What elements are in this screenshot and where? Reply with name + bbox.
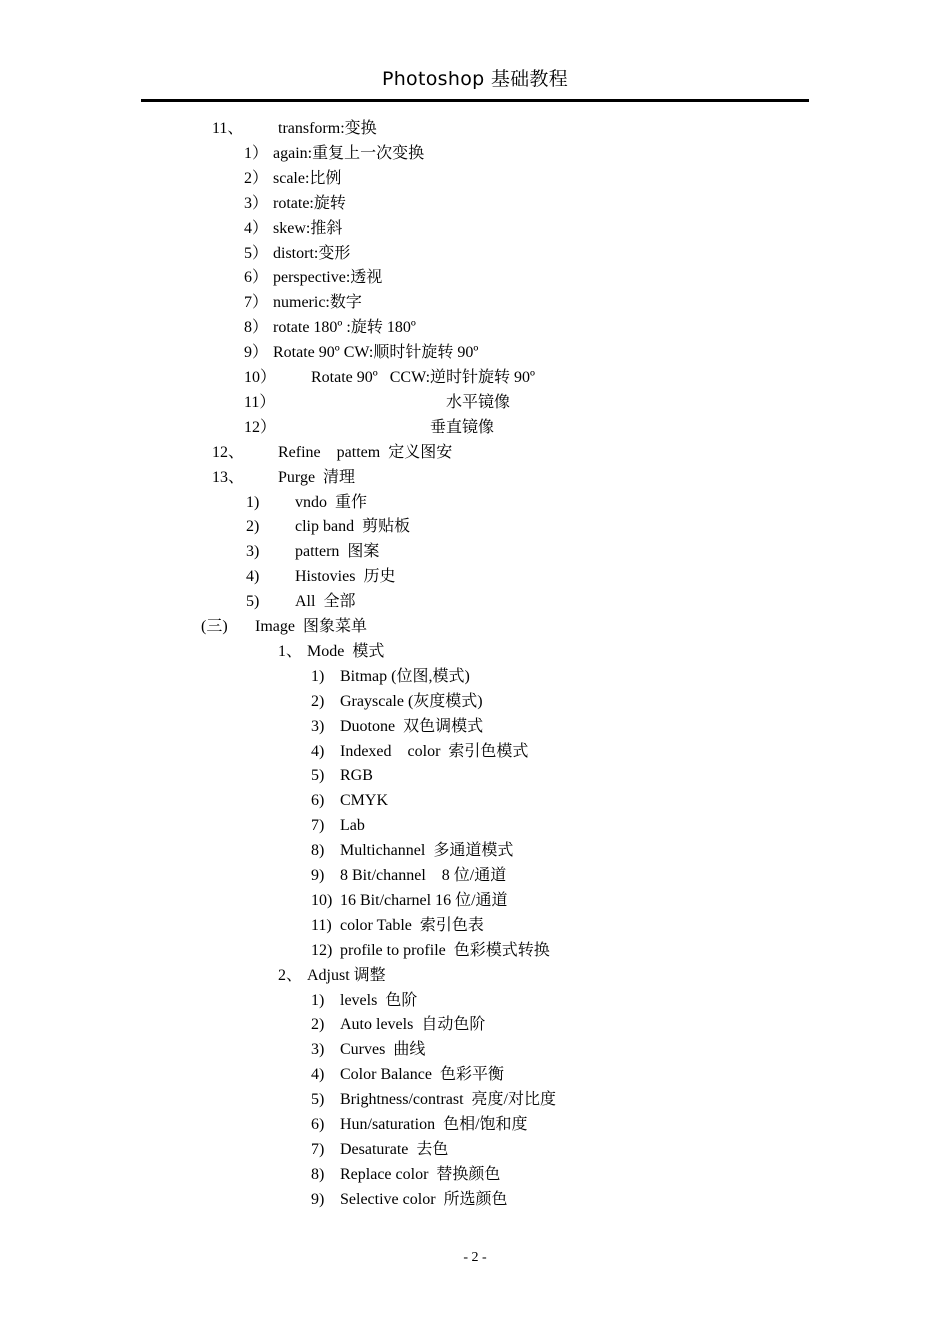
outline-text: Mode 模式 [307, 642, 385, 660]
outline-text: Auto levels 自动色阶 [340, 1016, 486, 1034]
outline-text: Bitmap (位图,模式) [340, 667, 470, 685]
outline-text: pattern 图案 [295, 543, 380, 561]
outline-number: 1) [311, 991, 325, 1009]
outline-line [0, 664, 950, 689]
outline-number: 11、 [212, 120, 244, 137]
outline-text: color Table 索引色表 [340, 916, 484, 934]
header-rule [141, 99, 809, 102]
outline-text: Grayscale (灰度模式) [340, 692, 483, 710]
outline-number: 6) [311, 792, 325, 810]
outline-line [0, 290, 950, 315]
outline-line [0, 639, 950, 664]
outline-text: vndo 重作 [295, 493, 368, 511]
outline-text: Desaturate 去色 [340, 1140, 449, 1158]
outline-line [0, 465, 950, 490]
outline-text: Rotate 90º CCW:逆时针旋转 90º [311, 369, 535, 386]
outline-number: 4) [246, 568, 260, 586]
page-header-title: Photoshop 基础教程 [381, 68, 569, 90]
outline-line [0, 614, 950, 639]
outline-number: 9) [311, 867, 325, 884]
outline-text: Replace color 替换颜色 [340, 1165, 501, 1183]
outline-number: 13、 [212, 468, 245, 486]
outline-number: 1) [311, 667, 325, 685]
outline-text: Duotone 双色调模式 [340, 717, 484, 735]
outline-text: Lab [340, 817, 365, 835]
outline-line [0, 241, 950, 266]
outline-number: 5) [311, 767, 325, 785]
outline-line [0, 315, 950, 340]
outline-number: 3） [244, 194, 269, 212]
outline-line [0, 564, 950, 589]
outline-line [0, 813, 950, 838]
outline-number: 10) [311, 891, 333, 909]
outline-line [0, 689, 950, 714]
outline-line [0, 938, 950, 963]
outline-line [0, 490, 950, 515]
outline-text: 16 Bit/charnel 16 位/通道 [340, 891, 508, 909]
outline-line [0, 365, 950, 390]
outline-line [0, 390, 950, 415]
outline-line [0, 714, 950, 739]
outline-line [0, 191, 950, 216]
outline-text: Brightness/contrast 亮度/对比度 [340, 1091, 556, 1109]
outline-number: 1、 [278, 642, 303, 660]
outline-number: 3) [311, 1041, 325, 1059]
outline-text: distort:变形 [273, 244, 351, 262]
outline-number: 2) [311, 692, 325, 710]
outline-line [0, 739, 950, 764]
outline-number: 5) [311, 1091, 325, 1109]
outline-number: 8) [311, 1165, 325, 1183]
outline-number: 5) [246, 593, 260, 611]
outline-text: Indexed color 索引色模式 [340, 742, 529, 760]
outline-text: Multichannel 多通道模式 [340, 842, 514, 860]
outline-line [0, 589, 950, 614]
outline-number: 8） [244, 319, 269, 337]
outline-line [0, 913, 950, 938]
outline-text: Purge 清理 [278, 468, 356, 486]
outline-line [0, 216, 950, 241]
outline-number: 7) [311, 817, 325, 835]
outline-number: 2） [244, 169, 269, 187]
outline-number: 4) [311, 742, 325, 760]
outline-line [0, 539, 950, 564]
outline-text: Curves 曲线 [340, 1041, 426, 1059]
outline-text: RGB [340, 767, 373, 785]
outline-text: profile to profile 色彩模式转换 [340, 941, 550, 959]
outline-text: Selective color 所选颜色 [340, 1190, 508, 1208]
outline-number: 12、 [212, 443, 245, 461]
outline-line [0, 863, 950, 888]
outline-line [0, 166, 950, 191]
outline-line [0, 265, 950, 290]
outline-line [0, 838, 950, 863]
outline-number: 11) [311, 916, 332, 934]
outline-line [0, 1112, 950, 1137]
outline-text: 8 Bit/channel 8 位/通道 [340, 867, 507, 884]
outline-text: again:重复上一次变换 [273, 144, 425, 162]
outline-number: 4） [244, 219, 269, 237]
outline-number: 3) [311, 717, 325, 735]
outline-line [0, 1187, 950, 1212]
outline-number: 11） [244, 393, 276, 411]
outline-number: 1） [244, 144, 269, 162]
outline-line [0, 514, 950, 539]
outline-line [0, 988, 950, 1013]
outline-text: rotate:旋转 [273, 194, 346, 212]
outline-line [0, 963, 950, 988]
outline-number: 3) [246, 543, 260, 561]
outline-line [0, 1062, 950, 1087]
outline-number: 2、 [278, 966, 303, 984]
outline-number: 6) [311, 1116, 325, 1133]
outline-number: 7) [311, 1140, 325, 1158]
outline-number: 5） [244, 244, 269, 262]
outline-number: 9) [311, 1190, 325, 1208]
outline-text: 垂直镜像 [430, 418, 495, 436]
outline-text: All 全部 [295, 593, 356, 611]
outline-text: clip band 剪贴板 [295, 518, 411, 536]
outline-text: Image 图象菜单 [255, 618, 367, 635]
outline-number: 4) [311, 1066, 325, 1084]
outline-line [0, 116, 950, 141]
outline-text: Color Balance 色彩平衡 [340, 1066, 504, 1084]
outline-line [0, 1162, 950, 1187]
outline-number: 2) [311, 1016, 325, 1034]
outline-line [0, 440, 950, 465]
outline-number: 12) [311, 941, 333, 959]
outline-text: Refine pattem 定义图安 [278, 443, 453, 461]
outline-text: perspective:透视 [273, 269, 383, 287]
page-number: - 2 - [463, 1250, 487, 1265]
outline-text: CMYK [340, 792, 389, 810]
outline-number: 1) [246, 493, 260, 511]
outline-number: 6） [244, 269, 269, 287]
outline-text: scale:比例 [273, 169, 342, 187]
outline-line [0, 763, 950, 788]
outline-text: Hun/saturation 色相/饱和度 [340, 1116, 528, 1133]
outline-number: (三) [201, 618, 228, 635]
outline-number: 8) [311, 842, 325, 860]
outline-line [0, 1037, 950, 1062]
outline-number: 9） [244, 344, 269, 362]
outline-line [0, 415, 950, 440]
outline-line [0, 1087, 950, 1112]
outline-text: rotate 180º :旋转 180º [273, 319, 416, 337]
outline-line [0, 1012, 950, 1037]
outline-line [0, 888, 950, 913]
outline-text: Histovies 历史 [295, 568, 396, 586]
outline-number: 7） [244, 294, 269, 312]
outline-text: Adjust 调整 [307, 966, 386, 984]
outline-text: transform:变换 [278, 120, 377, 137]
outline-text: numeric:数字 [273, 294, 362, 312]
outline-number: 2) [246, 518, 260, 536]
outline-text: levels 色阶 [340, 991, 418, 1009]
outline-line [0, 340, 950, 365]
outline-number: 12） [244, 418, 277, 436]
outline-line [0, 141, 950, 166]
outline-text: skew:推斜 [273, 219, 343, 237]
outline-line [0, 1137, 950, 1162]
outline-number: 10） [244, 369, 277, 386]
outline-text: 水平镜像 [446, 393, 511, 411]
outline-line [0, 788, 950, 813]
outline-text: Rotate 90º CW:顺时针旋转 90º [273, 344, 479, 362]
